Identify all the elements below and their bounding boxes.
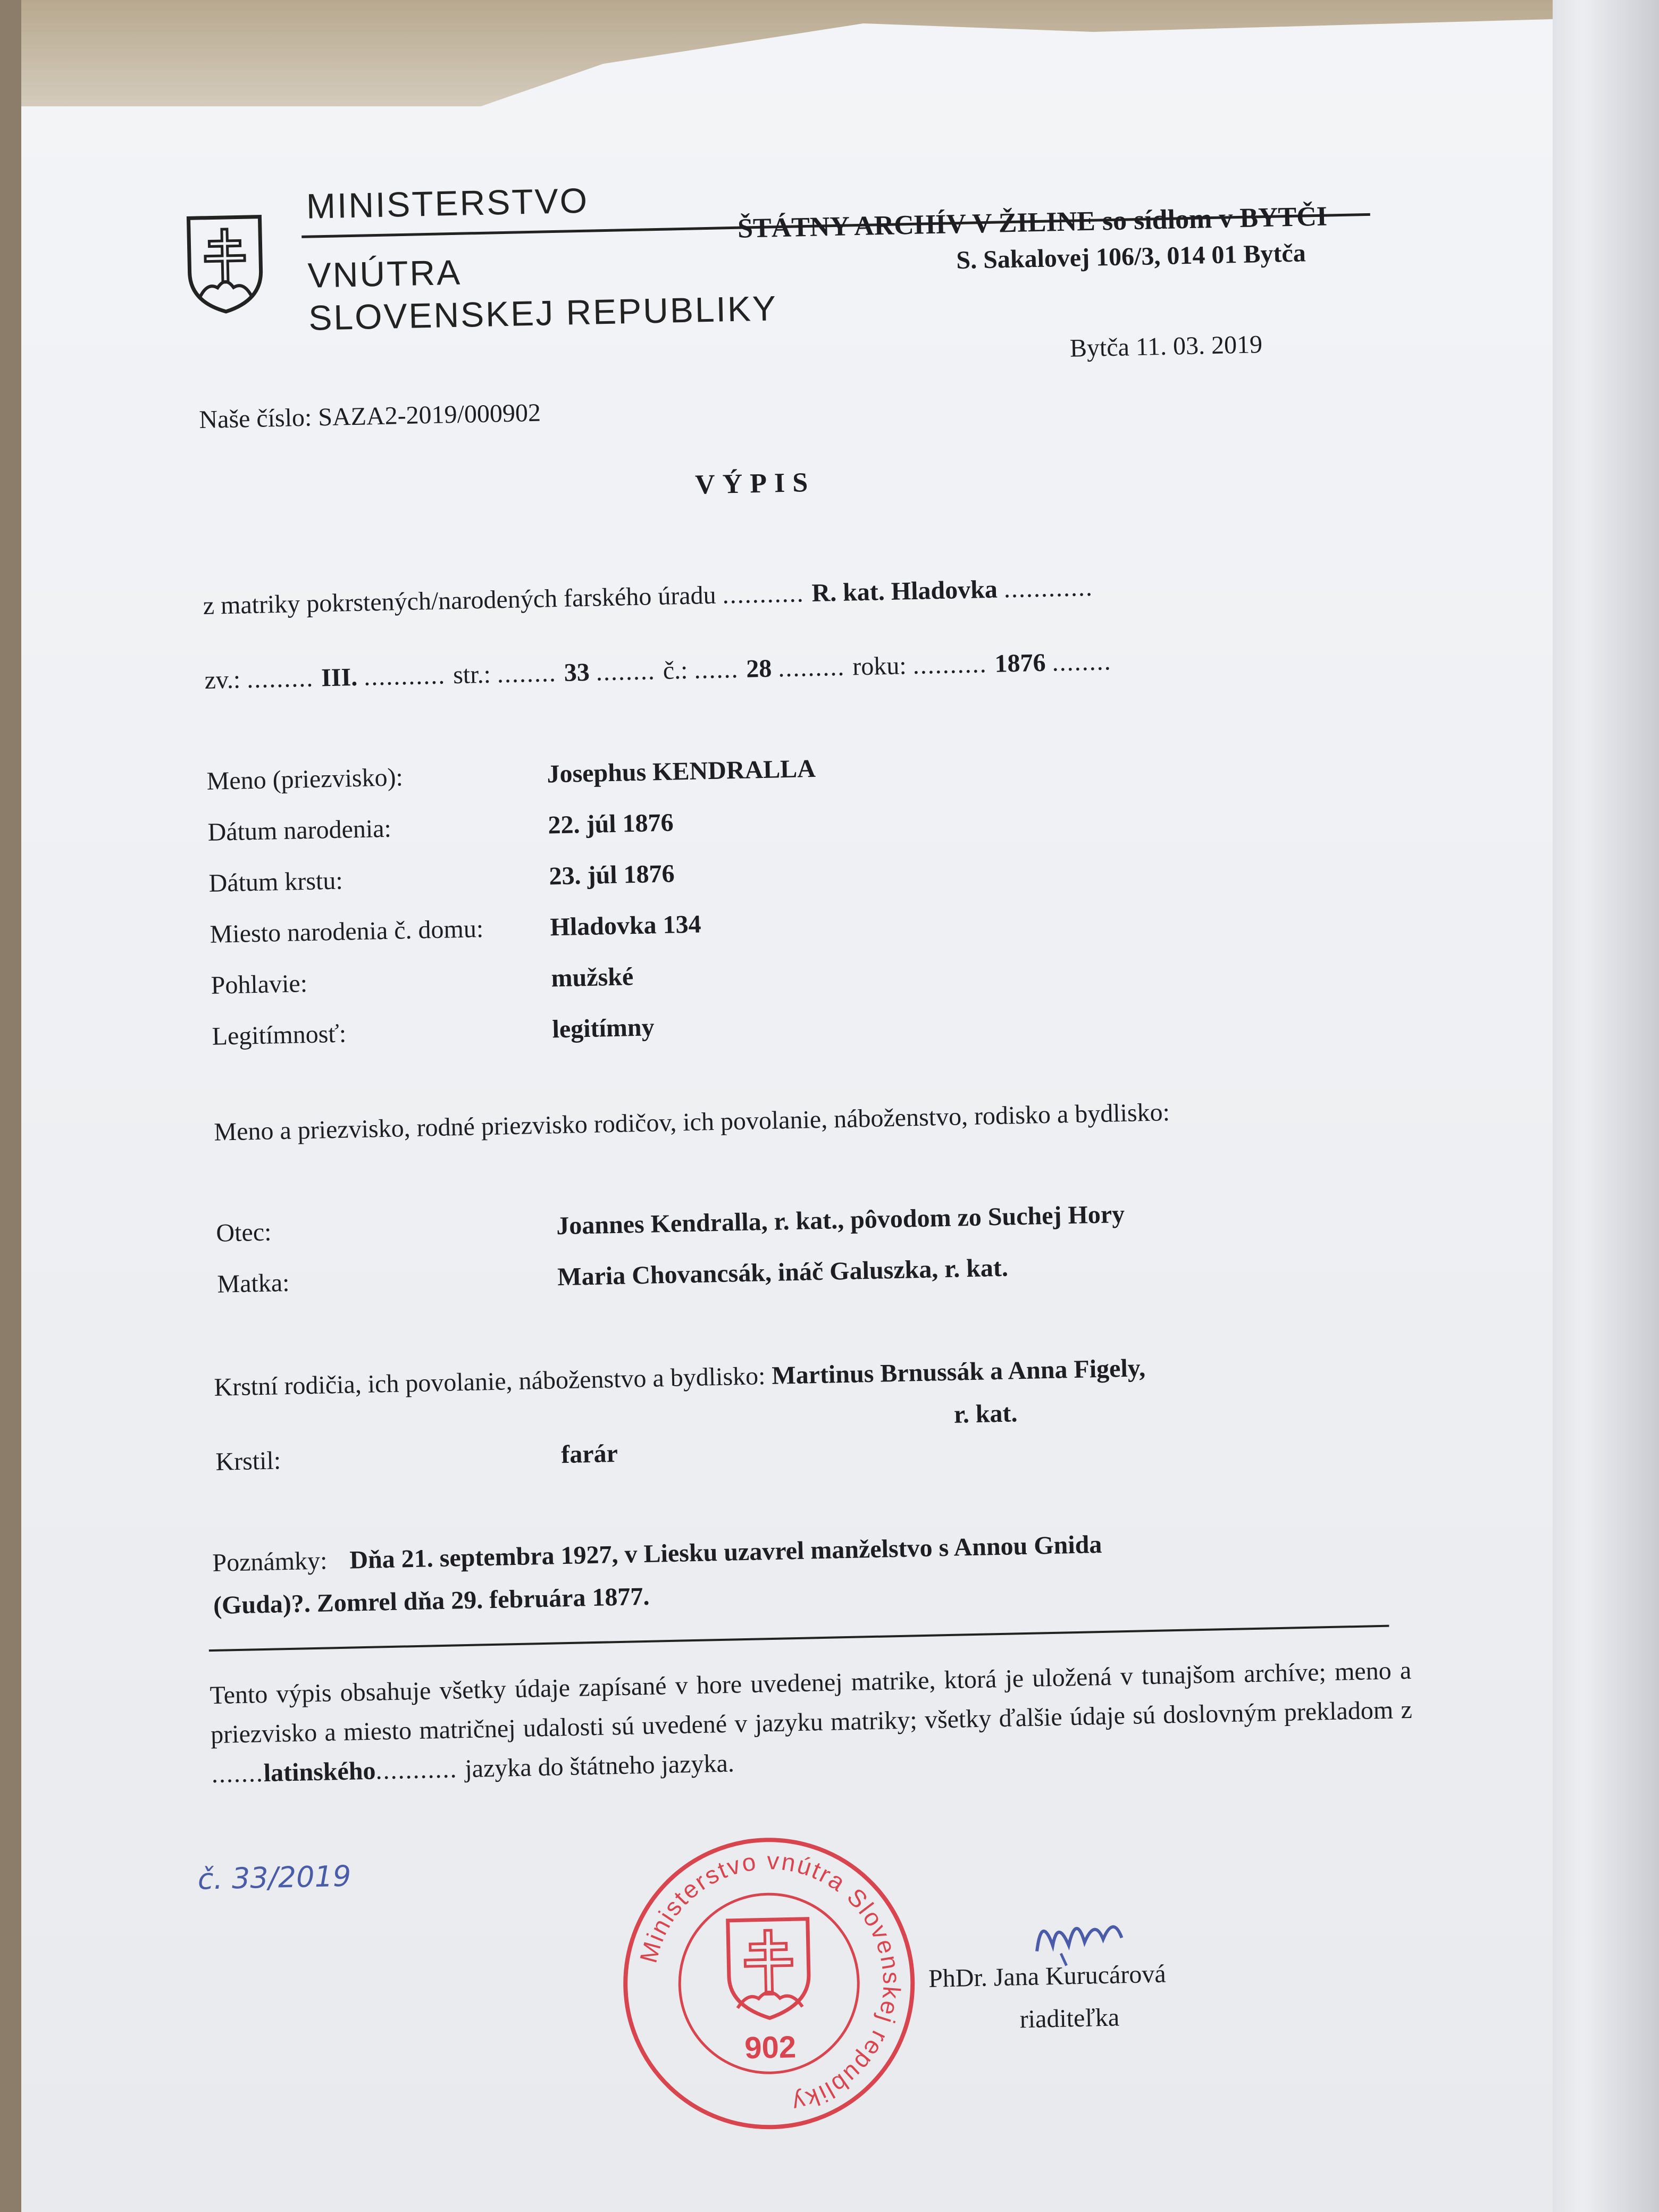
- field-legitimacy-value: legitímny: [552, 1013, 655, 1044]
- certification-text-1: Tento výpis obsahuje všetky údaje zapísané v hore uvedenej matrike, ktorá je uložená v tunajšom archíve; meno a priezvisko a miesto matričnej udalosti sú uvedené v jazyku matriky; všetky ďalšie údaje sú doslovným prekladom z: [210, 1656, 1413, 1749]
- register-from-label: z matriky pokrstených/narodených farského úradu: [203, 581, 717, 620]
- reference-number: [199, 398, 541, 434]
- year-value: 1876: [994, 648, 1046, 678]
- godparents-label: Krstní rodičia, ich povolanie, náboženstvo a bydlisko:: [213, 1362, 766, 1402]
- year-label: roku:: [852, 651, 907, 681]
- field-sex-label: Pohlavie:: [211, 969, 308, 1000]
- godparents-value-continued: r. kat.: [953, 1399, 1018, 1429]
- parish-name: R. kat. Hladovka: [811, 575, 998, 607]
- notes-line-1: [212, 1530, 1102, 1578]
- field-birth-date-value: 22. júl 1876: [547, 808, 674, 840]
- godparents-value: Martinus Brnussák a Anna Figely,: [771, 1354, 1146, 1390]
- number-label: č.:: [663, 656, 688, 685]
- field-birth-date-label: Dátum narodenia:: [207, 814, 392, 847]
- parents-intro: Meno a priezvisko, rodné priezvisko rodičov, ich povolanie, náboženstvo, rodisko a bydlisko:: [213, 1098, 1170, 1146]
- field-name-value: Josephus KENDRALLA: [546, 754, 816, 789]
- mother-value: Maria Chovancsák, ináč Galuszka, r. kat.: [557, 1253, 1009, 1292]
- stamp-ring-text: Ministerstvo vnútra Slovenskej republiky: [634, 1846, 906, 2118]
- official-stamp-icon: [617, 1831, 921, 2135]
- baptized-by-label: Krstil:: [215, 1446, 281, 1476]
- mother-label: Matka:: [216, 1268, 290, 1298]
- field-name-label: Meno (priezvisko):: [206, 763, 404, 795]
- svg-text:Ministerstvo vnútra Slovenskej: [632, 1844, 908, 2122]
- father-value: Joannes Kendralla, r. kat., pôvodom zo Suchej Hory: [556, 1200, 1125, 1241]
- register-source: z matriky pokrstených/narodených farského úradu ........... R. kat. Hladovka ............: [203, 573, 1094, 620]
- number-value: 28: [745, 654, 772, 683]
- document-content: [21, 0, 1553, 2212]
- volume-value: III.: [321, 663, 358, 692]
- document-sheet: [21, 0, 1553, 2212]
- archive-address: S. Sakalovej 106/3, 014 01 Bytča: [956, 239, 1306, 275]
- coat-of-arms-icon: [184, 212, 266, 315]
- signatory-name: PhDr. Jana Kurucárová: [928, 1959, 1167, 1993]
- document-title: VÝPIS: [694, 467, 816, 500]
- field-birthplace-label: Miesto narodenia č. domu:: [210, 915, 484, 949]
- register-reference: zv.: ......... III. ........... str.: ........ 33 ........ č.: ...... 28 ......... roku: .......... 1876 ........: [204, 647, 1112, 694]
- handwritten-reference-note: č. 33/2019: [197, 1859, 351, 1896]
- notes-text-1: Dňa 21. septembra 1927, v Liesku uzavrel manželstvo s Annou Gnida: [349, 1530, 1102, 1574]
- field-baptism-date-value: 23. júl 1876: [548, 859, 675, 891]
- godparents-line: [214, 1353, 1146, 1402]
- certification-paragraph: Tento výpis obsahuje všetky údaje zapísané v hore uvedenej matrike, ktorá je uložená v tunajšom archíve; meno a priezvisko a miesto matričnej udalosti sú uvedené v jazyku matriky; všetky ďalšie údaje sú doslovným prekladom z .......latinského........... jazyka do štátneho jazyka.: [210, 1656, 1413, 1789]
- page-value: 33: [564, 658, 590, 687]
- notes-label: Poznámky:: [212, 1546, 328, 1577]
- ministry-line-1: MINISTERSTVO: [306, 180, 589, 226]
- certification-text-2: jazyka do štátneho jazyka.: [464, 1749, 735, 1783]
- field-sex-value: mužské: [551, 962, 634, 993]
- field-baptism-date-label: Dátum krstu:: [208, 866, 343, 898]
- reference-value: SAZA2-2019/000902: [317, 398, 541, 432]
- ministry-line-3: SLOVENSKEJ REPUBLIKY: [308, 288, 778, 338]
- notes-rule: [209, 1625, 1389, 1652]
- signatory-title: riaditeľka: [1019, 2003, 1120, 2034]
- notes-text-2: (Guda)?. Zomrel dňa 29. februára 1877.: [213, 1582, 650, 1620]
- place-date: Bytča 11. 03. 2019: [1069, 330, 1263, 363]
- page-label: str.:: [453, 660, 491, 690]
- certification-language: latinského: [263, 1756, 376, 1788]
- field-legitimacy-label: Legitímnosť:: [212, 1019, 347, 1051]
- father-label: Otec:: [215, 1218, 272, 1247]
- volume-label: zv.:: [204, 665, 241, 694]
- field-birthplace-value: Hladovka 134: [549, 910, 702, 942]
- archive-name: ŠTÁTNY ARCHÍV V ŽILINE so sídlom v BYTČI: [737, 201, 1328, 244]
- reference-label: Naše číslo:: [198, 403, 312, 434]
- baptized-by-value: farár: [560, 1439, 618, 1469]
- ministry-line-2: VNÚTRA: [307, 252, 462, 295]
- handwritten-signature-icon: [1028, 1901, 1146, 1967]
- stamp-number: 902: [744, 2030, 797, 2066]
